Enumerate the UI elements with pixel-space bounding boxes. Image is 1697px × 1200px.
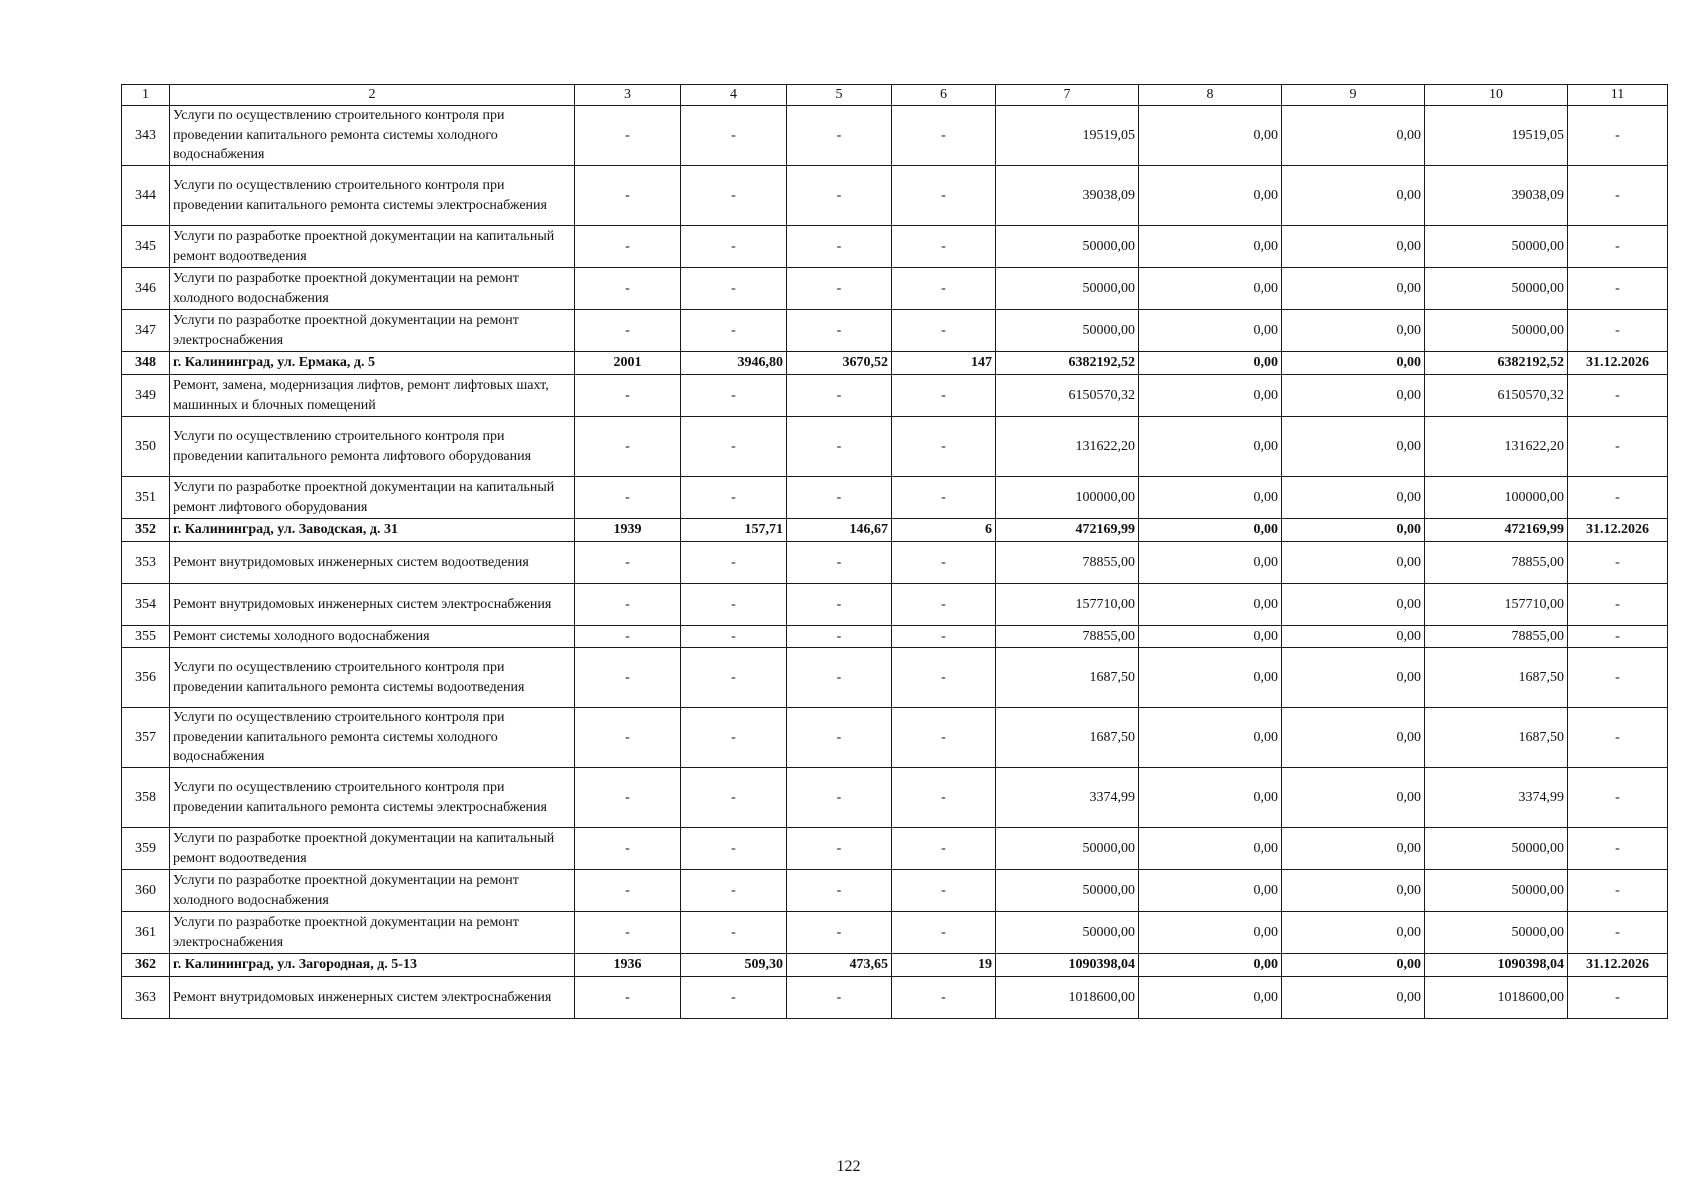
total-area-cell: - (681, 870, 787, 912)
deadline-cell: - (1568, 106, 1668, 166)
total-area-cell: - (681, 584, 787, 626)
living-area-cell: - (787, 542, 892, 584)
residents-count-cell: - (892, 708, 996, 768)
residents-count-cell: 19 (892, 954, 996, 977)
column-header: 8 (1139, 85, 1282, 106)
fund-share-cell: 0,00 (1139, 912, 1282, 954)
residents-count-cell: - (892, 375, 996, 417)
total-area-cell: - (681, 768, 787, 828)
year-built-cell: - (575, 584, 681, 626)
deadline-cell: - (1568, 375, 1668, 417)
column-header: 3 (575, 85, 681, 106)
row-number-cell: 350 (122, 417, 170, 477)
living-area-cell: - (787, 417, 892, 477)
deadline-cell: - (1568, 828, 1668, 870)
table-row (122, 268, 1668, 310)
row-number-cell: 358 (122, 768, 170, 828)
owners-share-cell: 50000,00 (1425, 226, 1568, 268)
deadline-cell: - (1568, 912, 1668, 954)
deadline-cell: 31.12.2026 (1568, 519, 1668, 542)
total-cost-cell: 1090398,04 (996, 954, 1139, 977)
total-area-cell: - (681, 542, 787, 584)
fund-share-cell: 0,00 (1139, 768, 1282, 828)
living-area-cell: 146,67 (787, 519, 892, 542)
table-row (122, 106, 1668, 166)
residents-count-cell: - (892, 310, 996, 352)
owners-share-cell: 19519,05 (1425, 106, 1568, 166)
table-row (122, 226, 1668, 268)
total-cost-cell: 50000,00 (996, 226, 1139, 268)
fund-share-cell: 0,00 (1139, 648, 1282, 708)
deadline-cell: - (1568, 268, 1668, 310)
address-row (122, 519, 1668, 542)
budget-share-cell: 0,00 (1282, 352, 1425, 375)
fund-share-cell: 0,00 (1139, 519, 1282, 542)
living-area-cell: - (787, 584, 892, 626)
year-built-cell: - (575, 268, 681, 310)
repair-program-table (121, 84, 1668, 1019)
living-area-cell: - (787, 912, 892, 954)
row-number-cell: 352 (122, 519, 170, 542)
total-cost-cell: 39038,09 (996, 166, 1139, 226)
fund-share-cell: 0,00 (1139, 542, 1282, 584)
owners-share-cell: 131622,20 (1425, 417, 1568, 477)
residents-count-cell: - (892, 166, 996, 226)
column-number-header-row (122, 85, 1668, 106)
total-area-cell: - (681, 375, 787, 417)
owners-share-cell: 50000,00 (1425, 268, 1568, 310)
total-cost-cell: 6150570,32 (996, 375, 1139, 417)
year-built-cell: - (575, 828, 681, 870)
owners-share-cell: 39038,09 (1425, 166, 1568, 226)
living-area-cell: - (787, 310, 892, 352)
fund-share-cell: 0,00 (1139, 584, 1282, 626)
total-cost-cell: 50000,00 (996, 870, 1139, 912)
residents-count-cell: - (892, 417, 996, 477)
fund-share-cell: 0,00 (1139, 106, 1282, 166)
total-area-cell: 157,71 (681, 519, 787, 542)
total-cost-cell: 50000,00 (996, 310, 1139, 352)
total-cost-cell: 100000,00 (996, 477, 1139, 519)
table-row (122, 870, 1668, 912)
table-row (122, 375, 1668, 417)
total-area-cell: - (681, 310, 787, 352)
total-area-cell: - (681, 417, 787, 477)
deadline-cell: - (1568, 226, 1668, 268)
row-number-cell: 355 (122, 626, 170, 648)
fund-share-cell: 0,00 (1139, 954, 1282, 977)
total-area-cell: - (681, 828, 787, 870)
budget-share-cell: 0,00 (1282, 310, 1425, 352)
total-cost-cell: 131622,20 (996, 417, 1139, 477)
work-name-cell: Услуги по разработке проектной документации на ремонт электроснабжения (170, 310, 575, 352)
table-row (122, 768, 1668, 828)
living-area-cell: - (787, 477, 892, 519)
fund-share-cell: 0,00 (1139, 477, 1282, 519)
work-name-cell: Услуги по разработке проектной документации на капитальный ремонт лифтового оборудования (170, 477, 575, 519)
deadline-cell: - (1568, 768, 1668, 828)
living-area-cell: - (787, 166, 892, 226)
work-name-cell: Услуги по разработке проектной документации на капитальный ремонт водоотведения (170, 226, 575, 268)
row-number-cell: 348 (122, 352, 170, 375)
row-number-cell: 363 (122, 977, 170, 1019)
row-number-cell: 356 (122, 648, 170, 708)
fund-share-cell: 0,00 (1139, 977, 1282, 1019)
year-built-cell: - (575, 977, 681, 1019)
budget-share-cell: 0,00 (1282, 708, 1425, 768)
budget-share-cell: 0,00 (1282, 768, 1425, 828)
budget-share-cell: 0,00 (1282, 417, 1425, 477)
owners-share-cell: 3374,99 (1425, 768, 1568, 828)
total-cost-cell: 3374,99 (996, 768, 1139, 828)
living-area-cell: - (787, 226, 892, 268)
total-cost-cell: 50000,00 (996, 268, 1139, 310)
year-built-cell: - (575, 768, 681, 828)
year-built-cell: 2001 (575, 352, 681, 375)
deadline-cell: - (1568, 626, 1668, 648)
deadline-cell: - (1568, 310, 1668, 352)
owners-share-cell: 100000,00 (1425, 477, 1568, 519)
total-cost-cell: 50000,00 (996, 828, 1139, 870)
budget-share-cell: 0,00 (1282, 226, 1425, 268)
residents-count-cell: - (892, 268, 996, 310)
table-row (122, 310, 1668, 352)
year-built-cell: - (575, 310, 681, 352)
deadline-cell: - (1568, 977, 1668, 1019)
residents-count-cell: - (892, 870, 996, 912)
deadline-cell: - (1568, 708, 1668, 768)
total-area-cell: - (681, 912, 787, 954)
living-area-cell: - (787, 648, 892, 708)
column-header: 6 (892, 85, 996, 106)
owners-share-cell: 1687,50 (1425, 708, 1568, 768)
deadline-cell: - (1568, 166, 1668, 226)
owners-share-cell: 1687,50 (1425, 648, 1568, 708)
fund-share-cell: 0,00 (1139, 708, 1282, 768)
table-row (122, 708, 1668, 768)
living-area-cell: - (787, 768, 892, 828)
column-header: 11 (1568, 85, 1668, 106)
row-number-cell: 353 (122, 542, 170, 584)
year-built-cell: - (575, 912, 681, 954)
row-number-cell: 351 (122, 477, 170, 519)
row-number-cell: 359 (122, 828, 170, 870)
living-area-cell: - (787, 106, 892, 166)
living-area-cell: 473,65 (787, 954, 892, 977)
year-built-cell: - (575, 106, 681, 166)
work-name-cell: Услуги по разработке проектной документации на ремонт холодного водоснабжения (170, 870, 575, 912)
column-header: 2 (170, 85, 575, 106)
column-header: 1 (122, 85, 170, 106)
year-built-cell: - (575, 542, 681, 584)
deadline-cell: - (1568, 542, 1668, 584)
page-number: 122 (836, 1158, 861, 1175)
row-number-cell: 344 (122, 166, 170, 226)
year-built-cell: - (575, 648, 681, 708)
year-built-cell: - (575, 870, 681, 912)
owners-share-cell: 50000,00 (1425, 828, 1568, 870)
work-name-cell: Услуги по осуществлению строительного контроля при проведении капитального ремонта системы электроснабжения (170, 166, 575, 226)
total-cost-cell: 78855,00 (996, 626, 1139, 648)
living-area-cell: - (787, 870, 892, 912)
budget-share-cell: 0,00 (1282, 268, 1425, 310)
residents-count-cell: - (892, 768, 996, 828)
owners-share-cell: 1090398,04 (1425, 954, 1568, 977)
work-name-cell: Ремонт, замена, модернизация лифтов, ремонт лифтовых шахт, машинных и блочных помещений (170, 375, 575, 417)
total-area-cell: 509,30 (681, 954, 787, 977)
owners-share-cell: 6150570,32 (1425, 375, 1568, 417)
owners-share-cell: 50000,00 (1425, 912, 1568, 954)
work-name-cell: Услуги по осуществлению строительного контроля при проведении капитального ремонта системы холодного водоснабжения (170, 708, 575, 768)
living-area-cell: - (787, 828, 892, 870)
column-header: 9 (1282, 85, 1425, 106)
column-header: 4 (681, 85, 787, 106)
budget-share-cell: 0,00 (1282, 954, 1425, 977)
living-area-cell: - (787, 977, 892, 1019)
work-name-cell: Услуги по осуществлению строительного контроля при проведении капитального ремонта системы электроснабжения (170, 768, 575, 828)
total-area-cell: - (681, 626, 787, 648)
deadline-cell: 31.12.2026 (1568, 954, 1668, 977)
work-name-cell: Ремонт системы холодного водоснабжения (170, 626, 575, 648)
budget-share-cell: 0,00 (1282, 977, 1425, 1019)
row-number-cell: 354 (122, 584, 170, 626)
fund-share-cell: 0,00 (1139, 828, 1282, 870)
table-body (122, 106, 1668, 1019)
budget-share-cell: 0,00 (1282, 542, 1425, 584)
year-built-cell: 1939 (575, 519, 681, 542)
budget-share-cell: 0,00 (1282, 519, 1425, 542)
deadline-cell: - (1568, 477, 1668, 519)
table-row (122, 828, 1668, 870)
total-area-cell: 3946,80 (681, 352, 787, 375)
budget-share-cell: 0,00 (1282, 166, 1425, 226)
table-row (122, 912, 1668, 954)
living-area-cell: - (787, 626, 892, 648)
work-name-cell: Ремонт внутридомовых инженерных систем электроснабжения (170, 584, 575, 626)
column-header: 7 (996, 85, 1139, 106)
residents-count-cell: - (892, 977, 996, 1019)
residents-count-cell: - (892, 626, 996, 648)
deadline-cell: - (1568, 870, 1668, 912)
fund-share-cell: 0,00 (1139, 352, 1282, 375)
table-row (122, 417, 1668, 477)
fund-share-cell: 0,00 (1139, 626, 1282, 648)
fund-share-cell: 0,00 (1139, 375, 1282, 417)
total-area-cell: - (681, 648, 787, 708)
column-header: 5 (787, 85, 892, 106)
owners-share-cell: 78855,00 (1425, 626, 1568, 648)
fund-share-cell: 0,00 (1139, 870, 1282, 912)
deadline-cell: - (1568, 584, 1668, 626)
table-row (122, 477, 1668, 519)
budget-share-cell: 0,00 (1282, 584, 1425, 626)
work-name-cell: Услуги по осуществлению строительного контроля при проведении капитального ремонта системы холодного водоснабжения (170, 106, 575, 166)
fund-share-cell: 0,00 (1139, 310, 1282, 352)
total-area-cell: - (681, 708, 787, 768)
total-cost-cell: 6382192,52 (996, 352, 1139, 375)
work-name-cell: Ремонт внутридомовых инженерных систем электроснабжения (170, 977, 575, 1019)
work-name-cell: Ремонт внутридомовых инженерных систем водоотведения (170, 542, 575, 584)
budget-share-cell: 0,00 (1282, 648, 1425, 708)
row-number-cell: 362 (122, 954, 170, 977)
fund-share-cell: 0,00 (1139, 166, 1282, 226)
fund-share-cell: 0,00 (1139, 268, 1282, 310)
residents-count-cell: 147 (892, 352, 996, 375)
table-row (122, 584, 1668, 626)
owners-share-cell: 78855,00 (1425, 542, 1568, 584)
residents-count-cell: - (892, 584, 996, 626)
owners-share-cell: 6382192,52 (1425, 352, 1568, 375)
total-area-cell: - (681, 477, 787, 519)
total-cost-cell: 1687,50 (996, 708, 1139, 768)
total-cost-cell: 157710,00 (996, 584, 1139, 626)
fund-share-cell: 0,00 (1139, 226, 1282, 268)
table-row (122, 648, 1668, 708)
deadline-cell: 31.12.2026 (1568, 352, 1668, 375)
year-built-cell: - (575, 166, 681, 226)
budget-share-cell: 0,00 (1282, 828, 1425, 870)
residents-count-cell: - (892, 226, 996, 268)
residents-count-cell: - (892, 912, 996, 954)
deadline-cell: - (1568, 648, 1668, 708)
residents-count-cell: 6 (892, 519, 996, 542)
row-number-cell: 345 (122, 226, 170, 268)
total-area-cell: - (681, 166, 787, 226)
row-number-cell: 349 (122, 375, 170, 417)
living-area-cell: - (787, 708, 892, 768)
work-name-cell: Услуги по разработке проектной документации на капитальный ремонт водоотведения (170, 828, 575, 870)
total-cost-cell: 472169,99 (996, 519, 1139, 542)
residents-count-cell: - (892, 106, 996, 166)
residents-count-cell: - (892, 648, 996, 708)
work-name-cell: г. Калининград, ул. Заводская, д. 31 (170, 519, 575, 542)
owners-share-cell: 157710,00 (1425, 584, 1568, 626)
deadline-cell: - (1568, 417, 1668, 477)
row-number-cell: 343 (122, 106, 170, 166)
total-cost-cell: 1018600,00 (996, 977, 1139, 1019)
table-row (122, 542, 1668, 584)
work-name-cell: Услуги по осуществлению строительного контроля при проведении капитального ремонта системы водоотведения (170, 648, 575, 708)
budget-share-cell: 0,00 (1282, 477, 1425, 519)
budget-share-cell: 0,00 (1282, 106, 1425, 166)
budget-share-cell: 0,00 (1282, 626, 1425, 648)
year-built-cell: - (575, 708, 681, 768)
work-name-cell: Услуги по осуществлению строительного контроля при проведении капитального ремонта лифтового оборудования (170, 417, 575, 477)
work-name-cell: г. Калининград, ул. Ермака, д. 5 (170, 352, 575, 375)
total-area-cell: - (681, 106, 787, 166)
row-number-cell: 361 (122, 912, 170, 954)
budget-share-cell: 0,00 (1282, 375, 1425, 417)
living-area-cell: - (787, 268, 892, 310)
table-row (122, 626, 1668, 648)
total-area-cell: - (681, 268, 787, 310)
year-built-cell: - (575, 375, 681, 417)
row-number-cell: 357 (122, 708, 170, 768)
row-number-cell: 347 (122, 310, 170, 352)
total-cost-cell: 1687,50 (996, 648, 1139, 708)
owners-share-cell: 50000,00 (1425, 870, 1568, 912)
row-number-cell: 346 (122, 268, 170, 310)
budget-share-cell: 0,00 (1282, 870, 1425, 912)
year-built-cell: - (575, 477, 681, 519)
total-area-cell: - (681, 226, 787, 268)
work-name-cell: Услуги по разработке проектной документации на ремонт холодного водоснабжения (170, 268, 575, 310)
total-area-cell: - (681, 977, 787, 1019)
address-row (122, 352, 1668, 375)
living-area-cell: - (787, 375, 892, 417)
budget-share-cell: 0,00 (1282, 912, 1425, 954)
table-row (122, 977, 1668, 1019)
owners-share-cell: 50000,00 (1425, 310, 1568, 352)
total-cost-cell: 78855,00 (996, 542, 1139, 584)
residents-count-cell: - (892, 542, 996, 584)
fund-share-cell: 0,00 (1139, 417, 1282, 477)
year-built-cell: - (575, 417, 681, 477)
living-area-cell: 3670,52 (787, 352, 892, 375)
table-row (122, 166, 1668, 226)
total-cost-cell: 50000,00 (996, 912, 1139, 954)
work-name-cell: Услуги по разработке проектной документации на ремонт электроснабжения (170, 912, 575, 954)
owners-share-cell: 472169,99 (1425, 519, 1568, 542)
owners-share-cell: 1018600,00 (1425, 977, 1568, 1019)
row-number-cell: 360 (122, 870, 170, 912)
year-built-cell: - (575, 226, 681, 268)
residents-count-cell: - (892, 477, 996, 519)
year-built-cell: - (575, 626, 681, 648)
total-cost-cell: 19519,05 (996, 106, 1139, 166)
column-header: 10 (1425, 85, 1568, 106)
year-built-cell: 1936 (575, 954, 681, 977)
work-name-cell: г. Калининград, ул. Загородная, д. 5-13 (170, 954, 575, 977)
residents-count-cell: - (892, 828, 996, 870)
address-row (122, 954, 1668, 977)
